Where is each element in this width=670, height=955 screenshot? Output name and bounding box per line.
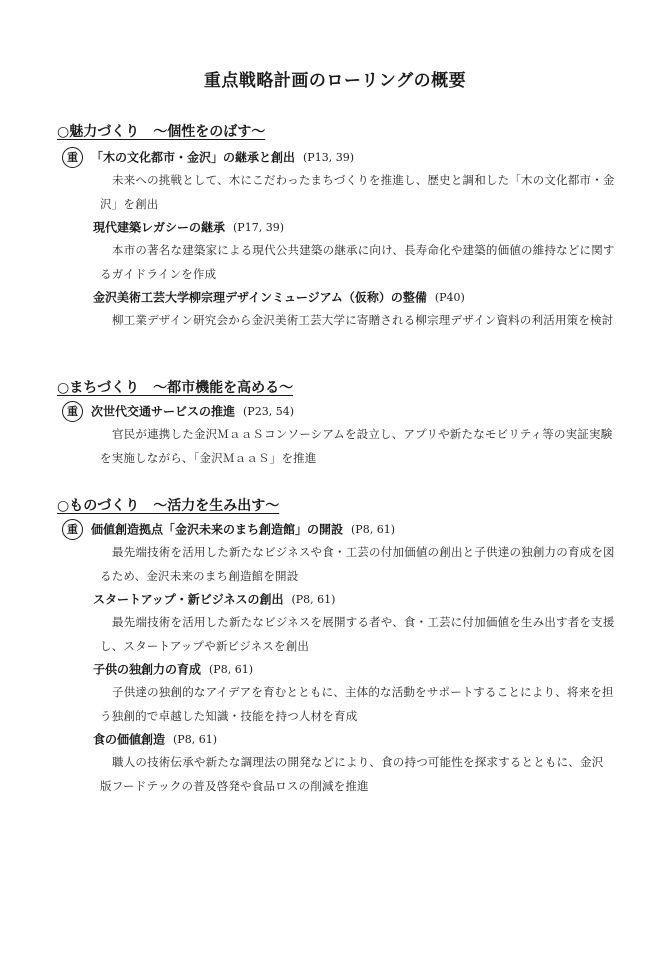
priority-mark-icon: 重 [62, 147, 83, 168]
section-heading: ○魅力づくり ～個性をのばす～ [57, 124, 266, 140]
item-title: 現代建築レガシーの継承 [93, 220, 226, 235]
item-title: 次世代交通サービスの推進 [91, 404, 236, 419]
item-title: 金沢美術工芸大学柳宗理デザインミュージアム（仮称）の整備 [93, 290, 427, 305]
item-description: 最先端技術を活用した新たなビジネスを展開する者や、食・工芸に付加価値を生み出す者を支援し、スタートアップや新ビジネスを創出 [100, 615, 615, 653]
item-jisedai-kotsu [57, 400, 617, 470]
item-page-ref: (P8, 61) [173, 732, 217, 746]
item-description: 最先端技術を活用した新たなビジネスや食・工芸の付加価値の創出と子供達の独創力の育成を図るため、金沢未来のまち創造館を開設 [100, 545, 615, 583]
item-page-ref: (P8, 61) [209, 662, 253, 676]
item-gendai-kenchiku [57, 216, 617, 286]
item-page-ref: (P40) [434, 290, 465, 304]
item-page-ref: (P8, 61) [291, 592, 336, 606]
item-kachi-sozo-kyoten [57, 518, 617, 588]
item-yanagi-museum [57, 286, 617, 332]
item-page-ref: (P8, 61) [351, 522, 395, 536]
section-miryoku [57, 122, 617, 332]
item-description: 柳工業デザイン研究会から金沢美術工芸大学に寄贈される柳宗理デザイン資料の利活用策を検討 [112, 313, 614, 327]
item-description: 官民が連携した金沢ＭａａＳコンソーシアムを設立し、アプリや新たなモビリティ等の実証実験を実施しながら、「金沢ＭａａＳ」を推進 [100, 427, 613, 465]
section-mono [57, 496, 617, 798]
section-heading: ○まちづくり ～都市機能を高める～ [57, 380, 294, 396]
priority-mark-icon: 重 [62, 401, 83, 422]
item-description: 職人の技術伝承や新たな調理法の開発などにより、食の持つ可能性を探求するとともに、金沢版フードテックの普及啓発や食品ロスの削減を推進 [100, 755, 604, 793]
item-description: 本市の著名な建築家による現代公共建築の継承に向け、長寿命化や建築的価値の維持などに関するガイドラインを作成 [100, 243, 615, 281]
item-title: 「木の文化都市・金沢」の継承と創出 [91, 150, 296, 165]
section-machi [57, 378, 617, 470]
page-title: 重点戦略計画のローリングの概要 [203, 71, 467, 91]
item-page-ref: (P17, 39) [233, 220, 284, 234]
item-page-ref: (P23, 54) [243, 404, 294, 418]
item-title: スタートアップ・新ビジネスの創出 [93, 592, 284, 607]
item-title: 子供の独創力の育成 [93, 662, 202, 677]
item-description: 子供達の独創的なアイデアを育むとともに、主体的な活動をサポートすることにより、将来を担う独創的で卓越した知識・技能を持つ人材を育成 [100, 685, 614, 723]
item-title: 価値創造拠点「金沢未来のまち創造館」の開設 [91, 522, 344, 537]
priority-mark-icon: 重 [62, 519, 83, 540]
section-heading: ○ものづくり ～活力を生み出す～ [57, 498, 280, 514]
item-ki-no-bunka [57, 146, 617, 216]
item-page-ref: (P13, 39) [303, 150, 354, 164]
item-title: 食の価値創造 [93, 732, 166, 747]
item-startup [57, 588, 617, 658]
item-description: 未来への挑戦として、木にこだわったまちづくりを推進し、歴史と調和した「木の文化都市・金沢」を創出 [100, 173, 615, 211]
item-shoku-kachi [57, 728, 617, 798]
item-kodomo-dokusoryoku [57, 658, 617, 728]
